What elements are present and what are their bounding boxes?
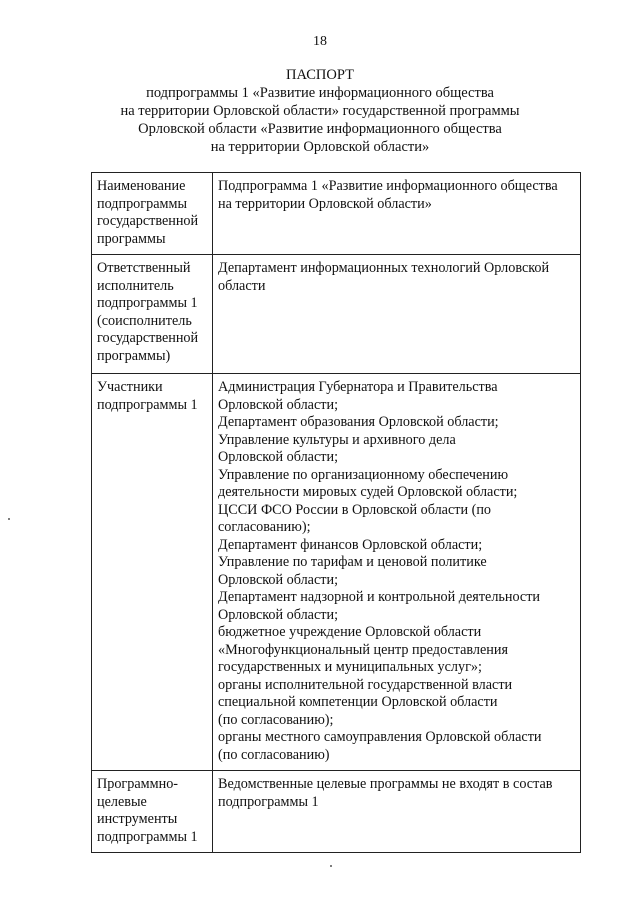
row-label-line: государственной [97, 330, 199, 346]
row-value-line: Орловской области; [218, 449, 339, 465]
row-value-line: специальной компетенции Орловской области [218, 694, 498, 710]
row-label-cell [92, 255, 213, 374]
row-label-line: Ответственный [97, 260, 191, 276]
row-value-line: (по согласованию) [218, 746, 330, 763]
title-line: на территории Орловской области» государственной программы [120, 103, 520, 119]
row-value-line: согласованию); [218, 519, 311, 535]
row-label-line: Участники [97, 379, 163, 395]
row-label-line: подпрограммы [97, 195, 187, 212]
row-label-line: исполнитель [97, 277, 174, 294]
row-label-line: государственной [97, 213, 199, 229]
row-label-line: (соисполнитель [97, 312, 192, 329]
title-line: Орловской области «Развитие информационного общества [138, 121, 502, 137]
row-label-line: подпрограммы 1 [97, 828, 198, 845]
page-number: 18 [313, 34, 327, 49]
row-label-line: подпрограммы 1 [97, 295, 198, 311]
table-row [92, 771, 581, 853]
row-value-line: Управление по тарифам и ценовой политике [218, 554, 487, 570]
row-value-line: Управление по организационному обеспечению [218, 466, 509, 483]
row-label-line: Наименование [97, 178, 186, 194]
row-value-line: Департамент образования Орловской области; [218, 414, 499, 430]
row-label-cell [92, 173, 213, 255]
row-value-line: Подпрограмма 1 «Развитие информационного общества [218, 178, 558, 194]
row-value-line: Департамент информационных технологий Орловской [218, 260, 550, 276]
row-label-line: подпрограммы 1 [97, 396, 198, 413]
row-value-line: (по согласованию); [218, 711, 334, 728]
row-value-line: на территории Орловской области» [218, 195, 432, 212]
row-value-cell [213, 255, 581, 374]
row-value-line: Департамент финансов Орловской области; [218, 536, 483, 553]
row-value-line: Орловской области; [218, 606, 339, 623]
row-value-line: ЦССИ ФСО России в Орловской области (по [218, 501, 492, 518]
table-row [92, 255, 581, 374]
row-value-line: области [218, 277, 266, 294]
row-value-line: органы исполнительной государственной власти [218, 676, 513, 693]
row-value-line: деятельности мировых судей Орловской области; [218, 484, 518, 500]
row-value-line: подпрограммы 1 [218, 793, 319, 810]
row-value-line: органы местного самоуправления Орловской области [218, 729, 542, 745]
row-value-line: «Многофункциональный центр предоставления [218, 641, 509, 658]
row-label-line: инструменты [97, 811, 178, 827]
passport-table [91, 172, 581, 853]
title-line: на территории Орловской области» [210, 139, 430, 155]
row-value-cell [213, 374, 581, 771]
row-value-line: Орловской области; [218, 396, 339, 413]
document-title [0, 66, 640, 156]
row-value-cell [213, 173, 581, 255]
title-heading: ПАСПОРТ [286, 67, 354, 83]
row-value-line: Администрация Губернатора и Правительства [218, 379, 498, 395]
row-label-line: программы) [97, 347, 171, 364]
row-value-line: Департамент надзорной и контрольной деятельности [218, 589, 541, 605]
row-value-line: государственных и муниципальных услуг»; [218, 659, 482, 675]
row-label-line: Программно- [97, 776, 179, 792]
row-label-line: программы [97, 230, 166, 247]
title-line: подпрограммы 1 «Развитие информационного общества [146, 85, 494, 101]
row-label-cell [92, 374, 213, 771]
table-row [92, 374, 581, 771]
row-value-cell [213, 771, 581, 853]
row-value-line: Ведомственные целевые программы не входят в состав [218, 776, 553, 792]
row-value-line: бюджетное учреждение Орловской области [218, 624, 482, 640]
table-row [92, 173, 581, 255]
row-label-cell [92, 771, 213, 853]
row-label-line: целевые [97, 793, 147, 810]
row-value-line: Управление культуры и архивного дела [218, 431, 456, 448]
scan-speck [330, 865, 332, 867]
scan-speck [8, 518, 10, 520]
row-value-line: Орловской области; [218, 571, 339, 588]
